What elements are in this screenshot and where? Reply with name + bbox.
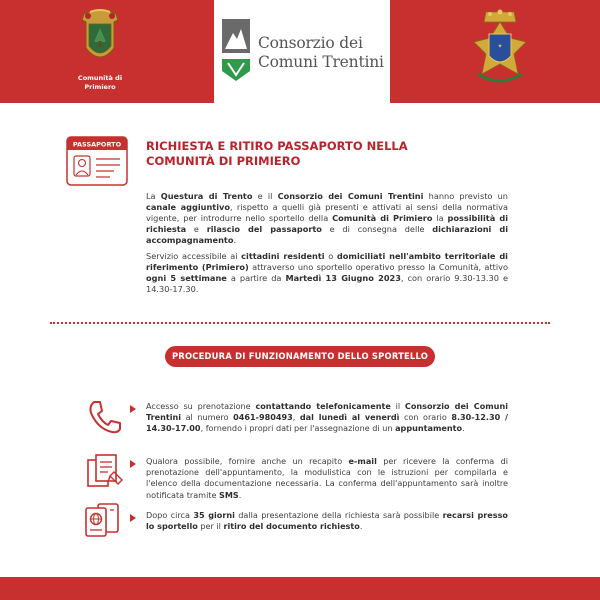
logo-text-line1: Consorzio dei — [258, 34, 363, 52]
passports-icon — [82, 500, 122, 540]
crest-label — [60, 74, 140, 91]
page-title — [146, 139, 506, 168]
emphasis-text: ritiro del documento richiesto — [223, 521, 360, 532]
consorzio-logo — [214, 0, 390, 103]
step-2-arrow — [130, 460, 136, 468]
emphasis-text: cittadini residenti — [241, 251, 325, 261]
polizia-emblem-icon — [470, 8, 530, 88]
emphasis-text: Consorzio dei Comuni Trentini — [277, 191, 424, 201]
logo-text-line2: Comuni Trentini — [258, 53, 384, 71]
emphasis-text: recarsi presso lo sportello — [146, 510, 508, 532]
step-1-arrow — [130, 405, 136, 413]
emphasis-text: domiciliati nell'ambito territoriale di riferimento (Primiero) — [146, 251, 508, 273]
emphasis-text: e-mail — [348, 456, 377, 466]
emphasis-text: Martedì 13 Giugno 2023 — [285, 273, 401, 284]
intro-paragraph-2: Servizio accessibile ai cittadini residenti o domiciliati nell'ambito territoriale di riferimento (Primiero) attraverso uno sportello operativo presso la Comunità, attivo ogni 5 settimane a partire da Martedì 13 Giugno 2023, con orario 9.30-13.30 e 14.30-17.30. — [146, 251, 508, 295]
emphasis-text: 35 giorni — [193, 510, 235, 520]
page-title-line2: COMUNITÀ DI PRIMIERO — [146, 153, 301, 168]
dotted-divider — [50, 322, 550, 324]
emphasis-text: Consorzio dei Comuni Trentini — [146, 401, 508, 423]
passport-icon — [66, 136, 128, 186]
consorzio-logo-text — [258, 34, 384, 72]
step-1-text: Accesso su prenotazione contattando telefonicamente il Consorzio dei Comuni Trentini al numero 0461-980493, dal lunedì al venerdì con orario 8.30-12.30 / 14.30-17.00, fornendo i propri dati per l'assegnazione di un appuntamento. — [146, 401, 508, 434]
emphasis-text: 8.30-12.30 / 14.30-17.00 — [146, 412, 508, 434]
step-3-arrow — [130, 514, 136, 522]
emphasis-text: Questura di Trento — [160, 191, 253, 201]
emphasis-text: contattando telefonicamente — [255, 401, 391, 411]
consorzio-logo-mark-icon — [222, 19, 250, 81]
emphasis-text: 0461-980493 — [233, 412, 293, 423]
emphasis-text: dal lunedì al venerdì — [299, 412, 400, 423]
emphasis-text: ogni 5 settimane — [146, 273, 227, 284]
crest-label-line1: Comunità di — [77, 74, 123, 82]
emphasis-text: rilascio del passaporto — [206, 224, 322, 235]
emphasis-text: Comunità di Primiero — [332, 213, 433, 224]
phone-icon — [84, 397, 124, 437]
emphasis-text: canale aggiuntivo — [146, 202, 230, 213]
comunita-primiero-crest-icon — [76, 8, 124, 70]
svg-text:✦: ✦ — [497, 43, 503, 50]
intro-paragraph-1: La Questura di Trento e il Consorzio dei Comuni Trentini hanno previsto un canale aggiuntivo, rispetto a quelli già presenti e attivati ai sensi della normativa vigente, per introdurre nello sportello della Comunità di Primiero la possibilità di richiesta e rilascio del passaporto e di consegna delle dichiarazioni di accompagnamento. — [146, 191, 509, 246]
footer-band — [0, 577, 600, 600]
emphasis-text: possibilità di richiesta — [146, 213, 509, 235]
page-title-line1: RICHIESTA E RITIRO PASSAPORTO NELLA — [146, 139, 408, 153]
header-banner — [0, 0, 600, 103]
emphasis-text: dichiarazioni di accompagnamento — [146, 224, 508, 246]
documents-icon — [84, 452, 124, 492]
emphasis-text: SMS — [219, 489, 239, 500]
crest-label-line2: Primiero — [84, 82, 116, 91]
step-3-text: Dopo circa 35 giorni dalla presentazione della richiesta sarà possibile recarsi presso lo sportello per il ritiro del documento richiesto. — [146, 510, 508, 532]
emphasis-text: appuntamento — [395, 423, 463, 434]
step-2-text: Qualora possibile, fornire anche un recapito e-mail per ricevere la conferma di prenotazione dell'appuntamento, la modulistica con le istruzioni per compilarla e l'elenco della documentazione necessaria. La conferma dell'appuntamento sarà inoltre notificata tramite SMS. — [146, 456, 508, 500]
section-title: PROCEDURA DI FUNZIONAMENTO DELLO SPORTELLO — [165, 346, 435, 367]
passport-icon-label: PASSAPORTO — [72, 140, 122, 149]
